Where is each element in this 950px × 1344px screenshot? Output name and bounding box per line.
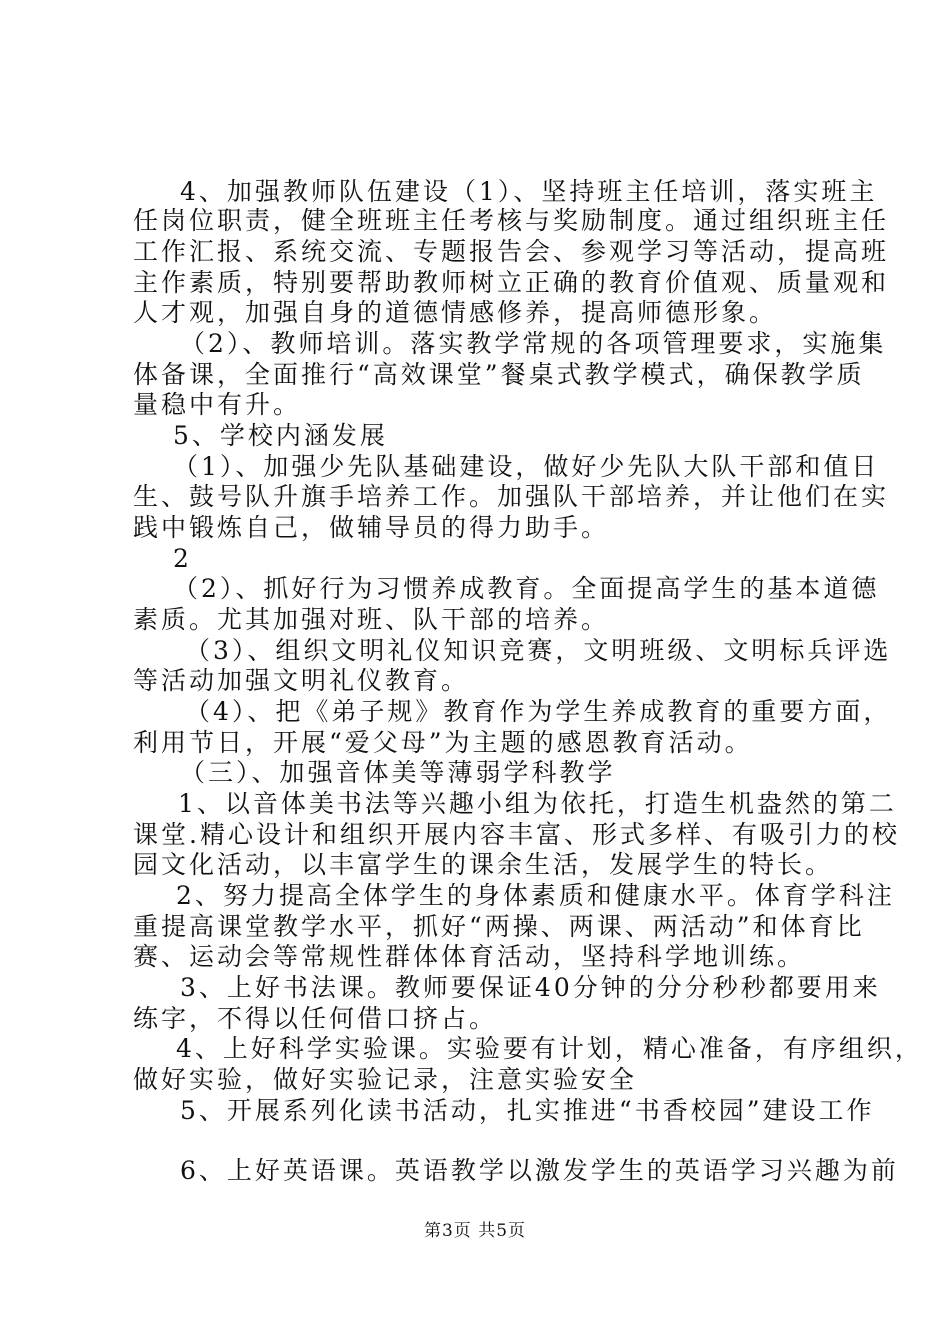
section-heading: （三）、加强音体美等薄弱学科教学 xyxy=(180,758,616,787)
text-line: 课堂.精心设计和组织开展内容丰富、形式多样、有吸引力的校 xyxy=(133,820,900,849)
text-line: 等活动加强文明礼仪教育。 xyxy=(133,666,470,695)
text-line: 重提高课堂教学水平，抓好“两操、两课、两活动”和体育比 xyxy=(133,912,865,941)
text-line: 主作素质，特别要帮助教师树立正确的教育价值观、质量观和 xyxy=(133,268,890,297)
text-line: （4）、把《弟子规》教育作为学生养成教育的重要方面， xyxy=(185,697,892,726)
page-number-inline: 2 xyxy=(173,544,192,573)
text-line: （3）、组织文明礼仪知识竞赛，文明班级、文明标兵评选 xyxy=(185,636,892,665)
text-line: 4、上好科学实验课。实验要有计划，精心准备，有序组织， xyxy=(176,1034,923,1063)
text-line: 利用节日，开展“爱父母”为主题的感恩教育活动。 xyxy=(133,728,753,757)
text-line: 任岗位职责，健全班班主任考核与奖励制度。通过组织班主任 xyxy=(133,206,890,235)
text-line: 工作汇报、系统交流、专题报告会、参观学习等活动，提高班 xyxy=(133,237,890,266)
text-line: 4、加强教师队伍建设（1）、坚持班主任培训，落实班主 xyxy=(180,177,878,206)
text-line: 素质。尤其加强对班、队干部的培养。 xyxy=(133,605,610,634)
text-line: 量稳中有升。 xyxy=(133,390,302,419)
text-line: 人才观，加强自身的道德情感修养，提高师德形象。 xyxy=(133,298,778,327)
text-line: 5、学校内涵发展 xyxy=(173,421,388,450)
text-line: 生、鼓号队升旗手培养工作。加强队干部培养，并让他们在实 xyxy=(133,482,890,511)
text-line: （1）、加强少先队基础建设，做好少先队大队干部和值日 xyxy=(173,452,880,481)
text-line: 践中锻炼自己，做辅导员的得力助手。 xyxy=(133,513,610,542)
text-line: 5、开展系列化读书活动，扎实推进“书香校园”建设工作 xyxy=(180,1096,875,1125)
text-line: （2）、教师培训。落实教学常规的各项管理要求，实施集 xyxy=(180,329,887,358)
text-line: 赛、运动会等常规性群体体育活动，坚持科学地训练。 xyxy=(133,942,806,971)
text-line: 做好实验，做好实验记录，注意实验安全 xyxy=(133,1065,638,1094)
page-footer: 第3页 共5页 xyxy=(423,1221,527,1241)
text-line: 3、上好书法课。教师要保证40分钟的分分秒秒都要用来 xyxy=(180,973,881,1002)
text-line: 1、以音体美书法等兴趣小组为依托，打造生机盎然的第二 xyxy=(178,789,897,818)
text-line: 2、努力提高全体学生的身体素质和健康水平。体育学科注 xyxy=(176,881,895,910)
text-line: 6、上好英语课。英语教学以激发学生的英语学习兴趣为前 xyxy=(180,1156,899,1185)
text-line: （2）、抓好行为习惯养成教育。全面提高学生的基本道德 xyxy=(173,574,880,603)
text-line: 园文化活动，以丰富学生的课余生活，发展学生的特长。 xyxy=(133,850,834,879)
text-line: 体备课，全面推行“高效课堂”餐桌式教学模式，确保教学质 xyxy=(133,360,865,389)
text-line: 练字，不得以任何借口挤占。 xyxy=(133,1004,498,1033)
